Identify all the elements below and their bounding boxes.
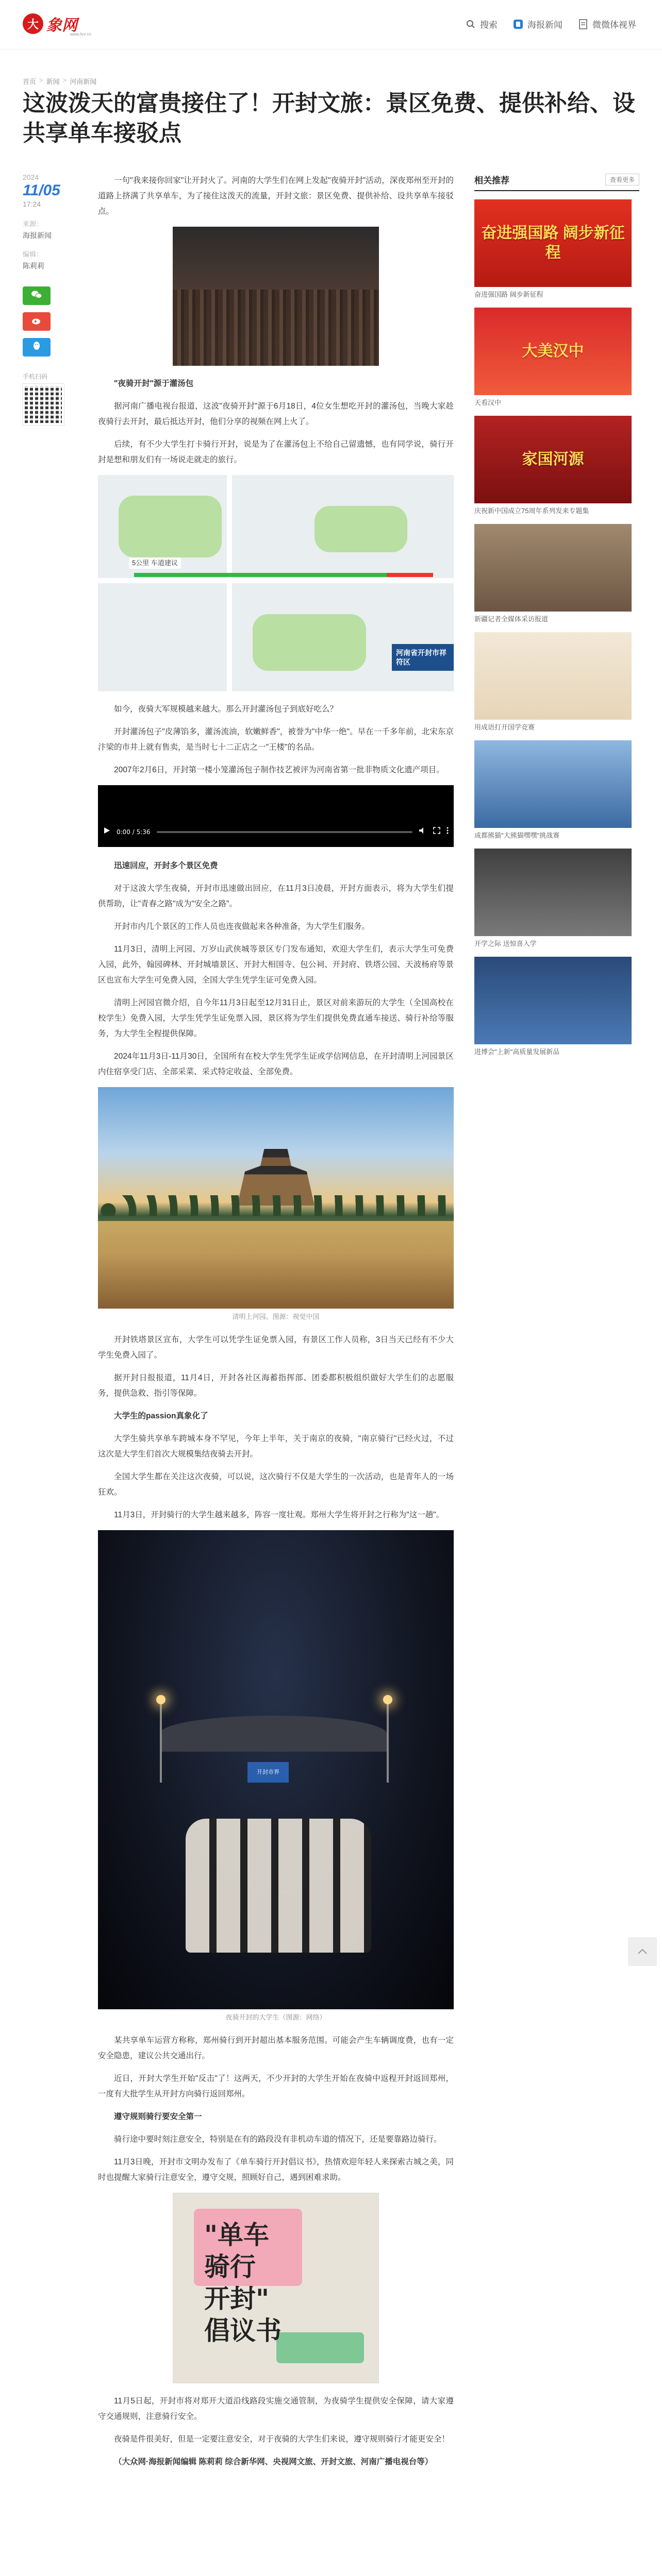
qr-label: 手机扫码 bbox=[23, 373, 48, 380]
gate-shape bbox=[160, 1716, 387, 1752]
image-caption: 清明上河园。图源：视觉中国 bbox=[232, 1313, 320, 1320]
document-icon bbox=[578, 19, 588, 29]
lamp-glow bbox=[383, 1695, 392, 1704]
city-sign: 开封市界 bbox=[247, 1762, 289, 1783]
breadcrumb bbox=[23, 76, 96, 86]
related-sidebar bbox=[474, 173, 639, 1057]
crowd-photo bbox=[173, 227, 379, 366]
poster-line: 骑行 bbox=[204, 2252, 256, 2282]
related-item[interactable] bbox=[474, 308, 639, 408]
related-thumbnail bbox=[474, 632, 632, 720]
chevron-up-icon bbox=[637, 1946, 648, 1958]
students-shape bbox=[186, 1819, 371, 1953]
share-buttons bbox=[23, 286, 79, 357]
qr-code bbox=[23, 384, 64, 425]
related-thumbnail bbox=[474, 740, 632, 828]
section-heading: 遵守规则骑行要安全第一 bbox=[114, 2112, 202, 2121]
water-shape bbox=[98, 1221, 454, 1309]
fullscreen-icon[interactable] bbox=[433, 824, 440, 840]
volume-icon[interactable] bbox=[419, 824, 427, 840]
video-progress-bar[interactable] bbox=[157, 831, 412, 833]
paragraph: 11月3日，清明上河园、万岁山武侠城等景区专门发布通知，欢迎大学生们，表示大学生可免费入园，此外，翰园碑林、开封城墙景区、开封大相国寺、包公祠、开封府、铁塔公园、天波杨府等景区也宣布大学生可免费入园，全国大学生凭学生证可免费入园。 bbox=[98, 945, 454, 985]
publish-date: 11/05 bbox=[23, 182, 60, 199]
source-note: （大众网·海报新闻编辑 陈莉莉 综合新华网、央视网文旅、开封文旅、河南广播电视台等） bbox=[114, 2458, 433, 2466]
breadcrumb-separator: > bbox=[39, 76, 43, 84]
weibo-label: 微微体视界 bbox=[592, 20, 636, 30]
share-qq-button[interactable] bbox=[23, 338, 51, 357]
lamp-post bbox=[387, 1700, 389, 1783]
related-item[interactable] bbox=[474, 957, 639, 1057]
thumbnail-text: 奋进强国路 阔步新征程 bbox=[481, 225, 625, 261]
related-thumbnail bbox=[474, 957, 632, 1044]
castle-photo bbox=[98, 1087, 454, 1309]
search-link[interactable] bbox=[466, 18, 498, 30]
crowd-figure bbox=[98, 227, 454, 366]
qq-icon bbox=[32, 341, 41, 354]
map-route-congested bbox=[387, 573, 433, 577]
weibo-link[interactable] bbox=[578, 18, 636, 30]
paragraph: 如今，夜骑大军规模越来越大。那么开封灌汤包子到底好吃么？ bbox=[114, 705, 338, 714]
breadcrumb-home[interactable]: 首页 bbox=[23, 78, 37, 86]
related-item[interactable] bbox=[474, 632, 639, 732]
night-photo bbox=[98, 1530, 454, 2009]
map-park bbox=[253, 614, 366, 671]
castle-figure bbox=[98, 1087, 454, 1322]
paragraph: 11月5日起，开封市将对郑开大道沿线路段实施交通管制，为夜骑学生提供安全保障，请大家遵守交通规则，注意骑行安全。 bbox=[98, 2397, 454, 2421]
thumbnail-text: 家国河源 bbox=[522, 451, 584, 468]
map-park bbox=[315, 506, 407, 552]
play-icon[interactable] bbox=[103, 824, 110, 840]
map-figure bbox=[98, 475, 454, 691]
image-caption: 夜骑开封的大学生（图源：网络） bbox=[225, 2013, 326, 2021]
more-options-icon[interactable] bbox=[446, 824, 449, 840]
trees-shape bbox=[98, 1195, 454, 1216]
related-caption: 进博会"上新"高质量发展新品 bbox=[474, 1048, 560, 1056]
poster-line: "单车 bbox=[204, 2220, 270, 2250]
video-time: 0:00 / 5:36 bbox=[117, 828, 151, 836]
paragraph: 后续，有不少大学生打卡骑行开封，说是为了在灌汤包上不给自己留遗憾，也有同学说，骑行开封是想和朋友们有一场说走就走的旅行。 bbox=[98, 440, 454, 464]
related-item[interactable] bbox=[474, 416, 639, 516]
paragraph: 某共享单车运营方称称，郑州骑行到开封超出基本服务范围。可能会产生车辆调度费，也有一定安全隐患，建议公共交通出行。 bbox=[98, 2036, 454, 2060]
search-icon bbox=[466, 19, 476, 29]
paragraph: 开封灌汤包子"皮薄馅多，灌汤流油，软嫩鲜香"，被誉为"中华一绝"。早在一千多年前，北宋东京汴梁的市井上就有售卖，是当时七十二正店之一"王楼"的名品。 bbox=[98, 727, 454, 752]
section-heading: 大学生的passion真象化了 bbox=[114, 1412, 208, 1420]
map-start-label: 5公里 车道建议 bbox=[129, 557, 181, 569]
back-to-top-button[interactable] bbox=[628, 1937, 657, 1966]
source-label: 来源： bbox=[23, 220, 43, 228]
paragraph: 夜骑是件很美好，但是一定要注意安全，对于夜骑的大学生们来说，遵守规则骑行才能更安全！ bbox=[114, 2435, 450, 2444]
related-caption: 用成语打开国学竞赛 bbox=[474, 723, 535, 731]
publish-year: 2024 bbox=[23, 173, 39, 181]
map-road bbox=[98, 578, 454, 583]
paragraph: 据河南广播电视台报道，这波"夜骑开封"源于6月18日，4位女生想吃开封的灌汤包，当晚大家趁夜骑行去开封，最后抵达开封，他们分享的视频在网上火了。 bbox=[98, 402, 454, 426]
publish-time: 17:24 bbox=[23, 200, 41, 208]
weibo-icon bbox=[31, 316, 42, 328]
map-park bbox=[119, 496, 222, 557]
related-thumbnail bbox=[474, 416, 632, 503]
poster-headline bbox=[204, 2219, 359, 2347]
editor-label: 编辑： bbox=[23, 250, 43, 258]
related-item[interactable] bbox=[474, 524, 639, 624]
paragraph: 2007年2月6日，开封第一楼小笼灌汤包子制作技艺被评为河南省第一批非物质文化遗产项目。 bbox=[114, 766, 444, 774]
app-icon bbox=[513, 19, 523, 29]
poster-line: 倡议书 bbox=[204, 2316, 282, 2346]
lamp-post bbox=[160, 1700, 162, 1783]
section-heading: "夜骑开封"源于灌汤包 bbox=[114, 379, 194, 388]
paragraph: 对于这波大学生夜骑，开封市迅速做出回应，在11月3日凌晨，开封方面表示，将为大学生们提供帮助，让"青春之路"成为"安全之路"。 bbox=[98, 884, 454, 908]
view-more-button[interactable]: 查看更多 bbox=[605, 174, 639, 185]
top-bar bbox=[0, 0, 662, 49]
logo-wordmark: 象网 bbox=[46, 16, 77, 35]
lamp-glow bbox=[156, 1695, 166, 1704]
source-value: 海报新闻 bbox=[23, 231, 52, 240]
top-actions bbox=[466, 18, 636, 30]
proposal-figure bbox=[98, 2193, 454, 2383]
article-body bbox=[98, 173, 454, 2477]
sidebar-header bbox=[474, 173, 639, 191]
related-caption: 成都熊猫"大熊猫嘿嘿"挑战赛 bbox=[474, 832, 560, 839]
related-caption: 奋进强国路 阔步新征程 bbox=[474, 291, 543, 298]
related-item[interactable] bbox=[474, 849, 639, 948]
news-app-link[interactable] bbox=[513, 18, 562, 30]
breadcrumb-news[interactable]: 新闻 bbox=[46, 78, 60, 86]
poster-line: 开封" bbox=[204, 2284, 270, 2314]
logo-url: www.hnr.cn bbox=[70, 32, 91, 37]
article-meta bbox=[23, 173, 79, 425]
share-wechat-button[interactable] bbox=[23, 286, 51, 305]
related-thumbnail bbox=[474, 849, 632, 936]
proposal-poster bbox=[173, 2193, 379, 2383]
editor-value: 陈莉莉 bbox=[23, 262, 44, 270]
paragraph: 2024年11月3日-11月30日，全国所有在校大学生凭学生证或学信网信息，在开封清明上河园景区内住宿享受门店、全部采菜、采式特定收益、全部免费。 bbox=[98, 1052, 454, 1076]
paragraph: 全国大学生都在关注这次夜骑，可以说，这次骑行不仅是大学生的一次活动，也是青年人的一场狂欢。 bbox=[98, 1472, 454, 1497]
share-weibo-button[interactable] bbox=[23, 312, 51, 331]
paragraph: 一句"我来接你回家"让开封火了。河南的大学生们在网上发起"夜骑开封"活动，深夜郑州至开封的道路上挤满了共享单车，为了接住这泼天的流量，开封文旅：景区免费、提供补给、设共享单车接驳点。 bbox=[98, 176, 454, 216]
paragraph: 11月3日晚，开封市文明办发布了《单车骑行开封倡议书》，热情欢迎年轻人来探索古城之美，同时也提醒大家骑行注意安全，遵守交规，照顾好自己，遇到困难求助。 bbox=[98, 2158, 454, 2182]
paragraph: 据开封日报报道，11月4日，开封各社区海蓄指挥部、团委都积极组织做好大学生们的志愿服务，提供急救、指引等保障。 bbox=[98, 1374, 454, 1398]
paragraph: 11月3日，开封骑行的大学生越来越多，阵容一度壮观。郑州大学生将开封之行称为"这一趟"。 bbox=[114, 1511, 444, 1519]
page-title: 这波泼天的富贵接住了！开封文旅：景区免费、提供补给、设共享单车接驳点 bbox=[23, 91, 635, 146]
section-heading: 迅速回应，开封多个景区免费 bbox=[114, 861, 218, 870]
paragraph: 清明上河园官微介绍，自今年11月3日起至12月31日止，景区对前来游玩的大学生（全国高校在校学生）免费入园，大学生凭学生证免票入园，景区将为学生们提供免费直通车接送、骑行补给等服务，为大学生全程提供保障。 bbox=[98, 998, 454, 1038]
related-item[interactable] bbox=[474, 199, 639, 299]
route-map bbox=[98, 475, 454, 691]
video-controls bbox=[103, 824, 449, 840]
news-app-label: 海报新闻 bbox=[527, 20, 562, 30]
related-thumbnail bbox=[474, 308, 632, 395]
logo-mark: 大 bbox=[23, 13, 43, 34]
breadcrumb-separator: > bbox=[62, 76, 67, 84]
sidebar-title: 相关推荐 bbox=[474, 176, 509, 185]
paragraph: 近日，开封大学生开始"反击"了！这两天，不少开封的大学生开始在夜骑中返程开封返回郑州，一度有大批学生从开封方向骑行返回郑州。 bbox=[98, 2074, 454, 2098]
video-player[interactable] bbox=[98, 785, 454, 847]
search-label: 搜索 bbox=[480, 20, 498, 30]
paragraph: 开封铁塔景区宣布，大学生可以凭学生证免票入园，有景区工作人员称，3日当天已经有不少大学生免费入园了。 bbox=[98, 1335, 454, 1360]
map-destination-label: 河南省开封市祥符区 bbox=[392, 644, 454, 671]
related-caption: 开学之际 送惊喜入学 bbox=[474, 940, 537, 947]
paragraph: 大学生骑共享单车跨城本身不罕见，今年上半年，关于南京的夜骑，"南京骑行"已经火过，不过这次是大学生们首次大规模集结夜骑去开封。 bbox=[98, 1434, 454, 1459]
thumbnail-text: 大美汉中 bbox=[522, 343, 584, 360]
map-road bbox=[227, 475, 232, 691]
site-logo[interactable] bbox=[23, 13, 91, 37]
related-thumbnail bbox=[474, 524, 632, 612]
night-figure bbox=[98, 1530, 454, 2023]
paragraph: 骑行途中要时刻注意安全，特别是在有的路段没有非机动车道的情况下，还是要靠路边骑行。 bbox=[114, 2135, 442, 2144]
related-caption: 天看汉中 bbox=[474, 399, 502, 406]
wechat-icon bbox=[31, 290, 42, 302]
related-thumbnail bbox=[474, 199, 632, 287]
related-caption: 庆祝新中国成立75周年系列发来专题集 bbox=[474, 507, 589, 515]
paragraph: 开封市内几个景区的工作人员也连夜做起来各种准备，为大学生们服务。 bbox=[114, 922, 370, 931]
breadcrumb-henan[interactable]: 河南新闻 bbox=[70, 78, 97, 86]
related-caption: 新疆记者全媒体采访报道 bbox=[474, 615, 549, 623]
related-item[interactable] bbox=[474, 740, 639, 840]
